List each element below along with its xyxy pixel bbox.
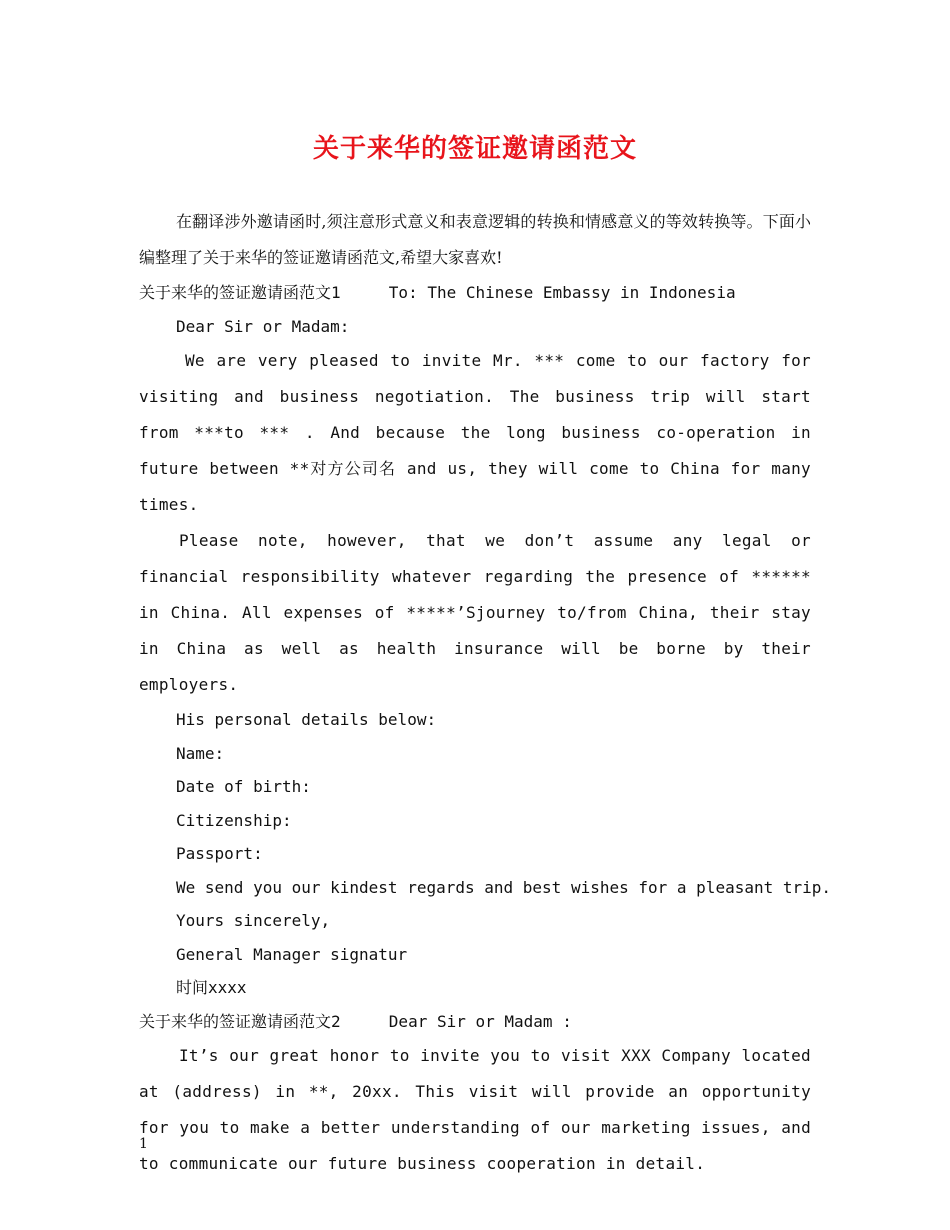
sample1-paragraph2: Please note, however, that we don’t assume any legal or financial responsibility whatever regarding the presence of ****** in China. All expenses of *****’Sjourney to/from China, their stay in China as well as health insurance will be borne by their employers. (139, 531, 821, 694)
sample2-paragraph1: It’s our great honor to invite you to visit XXX Company located at (address) in **, 20xx. This visit will provide an opportunity for you to make a better understanding of our marketing issues, and to communicate our future business cooperation in detail. (139, 1046, 821, 1173)
field-passport: Passport: (176, 844, 263, 863)
signature: General Manager signatur (176, 944, 408, 964)
document-title: 关于来华的签证邀请函范文 (312, 134, 637, 164)
intro-paragraph: 在翻译涉外邀请函时,须注意形式意义和表意逻辑的转换和情感意义的等效转换等。下面小编整理了关于来华的签证邀请函范文,希望大家喜欢! (139, 212, 811, 267)
sample2-heading: 关于来华的签证邀请函范文2 Dear Sir or Madam : (139, 1011, 572, 1031)
field-date-of-birth: Date of birth: (176, 777, 311, 796)
closing-wishes: We send you our kindest regards and best wishes for a pleasant trip. (176, 877, 832, 897)
document-body (139, 204, 832, 1182)
sample1-salutation: Dear Sir or Madam: (176, 316, 350, 336)
sign-off: Yours sincerely, (176, 911, 331, 930)
sample1-heading: 关于来华的签证邀请函范文1 To: The Chinese Embassy in Indonesia (139, 283, 736, 302)
sample1-paragraph1: We are very pleased to invite Mr. *** come to our factory for visiting and business negotiation. The business trip will start from ***to *** . And because the long business co-operation in future between **对方公司名 and us, they will come to China for many times. (139, 351, 821, 514)
details-intro: His personal details below: (176, 710, 437, 729)
field-name: Name: (176, 743, 225, 763)
letter-date: 时间xxxx (176, 978, 247, 997)
page-number: 1 (139, 1136, 148, 1152)
field-citizenship: Citizenship: (176, 810, 292, 830)
